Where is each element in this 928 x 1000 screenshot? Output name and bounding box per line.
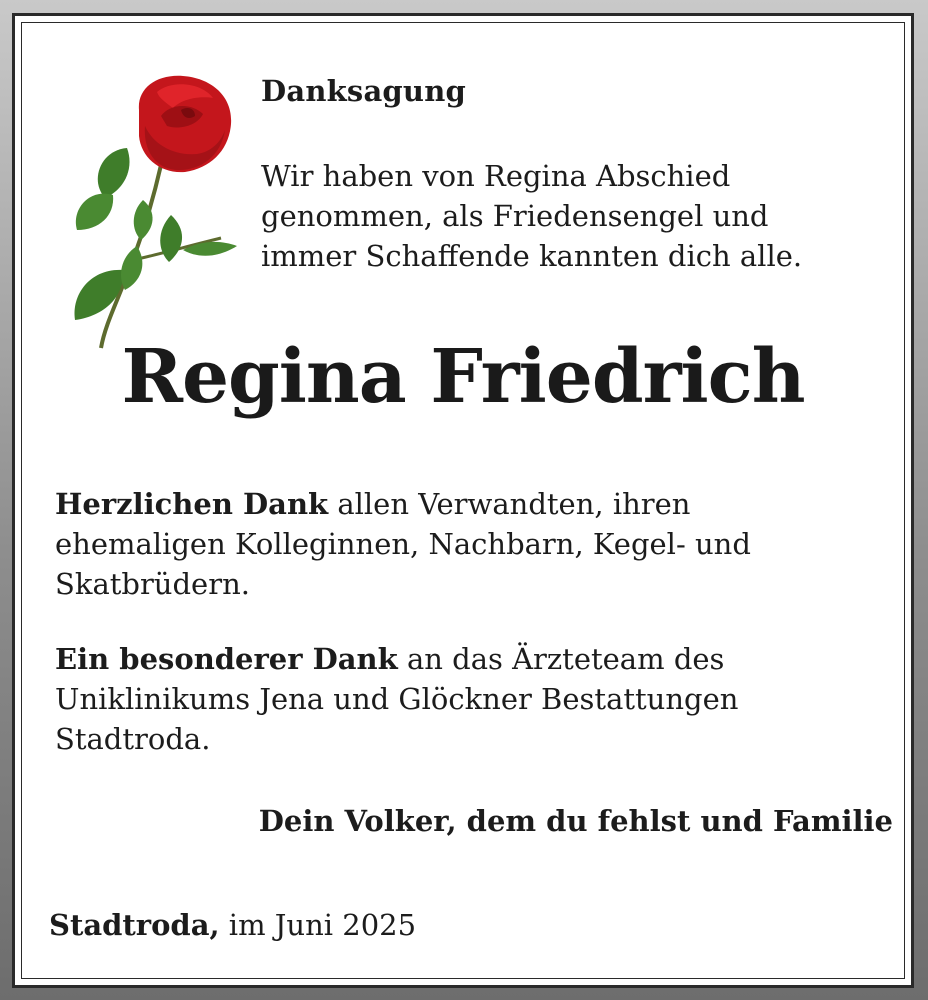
place-and-date — [49, 908, 416, 942]
obituary-card — [12, 13, 914, 988]
special-thanks-line-1: an das Ärzteteam des — [397, 642, 725, 676]
signature: Dein Volker, dem du fehlst und Familie — [258, 804, 893, 838]
red-rose-icon — [61, 70, 241, 350]
place: Stadtroda, — [49, 908, 220, 942]
special-thanks-paragraph — [55, 639, 835, 759]
special-thanks-line-2: Uniklinikums Jena und Glöckner Bestattungen — [55, 682, 739, 716]
deceased-name: Regina Friedrich — [121, 334, 805, 420]
thanks-paragraph — [55, 484, 835, 604]
date: im Juni 2025 — [219, 908, 417, 942]
intro-text — [261, 156, 901, 276]
intro-line-1: Wir haben von Regina Abschied — [261, 159, 731, 193]
special-thanks-line-3: Stadtroda. — [55, 722, 211, 756]
thanks-line-2: ehemaligen Kolleginnen, Nachbarn, Kegel- und — [55, 527, 751, 561]
intro-line-2: genommen, als Friedensengel und — [261, 199, 769, 233]
special-thanks-lead: Ein besonderer Dank — [55, 642, 398, 676]
thanks-line-3: Skatbrüdern. — [55, 567, 250, 601]
intro-line-3: immer Schaffende kannten dich alle. — [261, 239, 803, 273]
thanks-line-1: allen Verwandten, ihren — [328, 487, 691, 521]
thanks-lead: Herzlichen Dank — [55, 487, 329, 521]
heading-danksagung: Danksagung — [261, 74, 466, 108]
